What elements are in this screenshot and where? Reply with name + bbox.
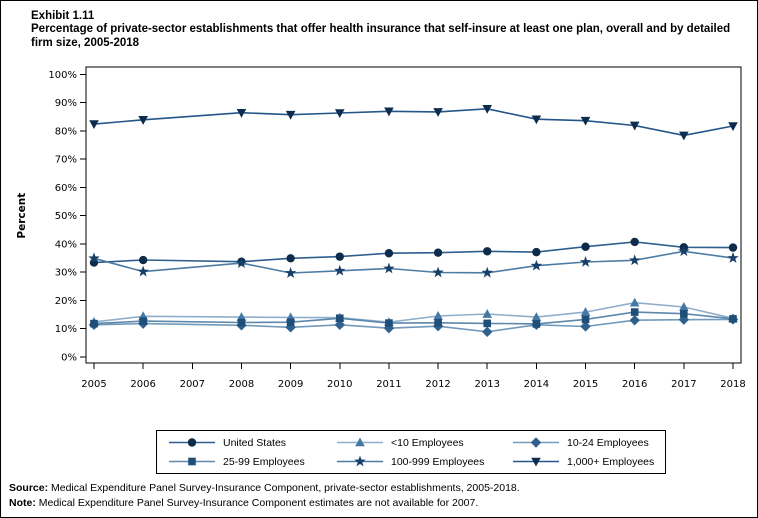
y-tick-label: 100% [48, 69, 77, 81]
data-point [581, 243, 589, 251]
y-tick-label: 70% [54, 154, 77, 166]
data-point [680, 310, 688, 318]
triangle-down-icon [513, 455, 559, 468]
legend-label: 100-999 Employees [391, 455, 485, 468]
y-tick-label: 40% [54, 239, 77, 251]
legend-item-united-states [169, 436, 337, 449]
x-tick-label: 2010 [327, 379, 353, 390]
data-point [533, 320, 541, 328]
footer [9, 481, 520, 511]
x-tick-label: 2008 [228, 379, 255, 390]
data-point [532, 248, 540, 256]
exhibit-number: Exhibit 1.11 [31, 10, 95, 22]
triangle-up-icon [337, 436, 383, 449]
source-note [9, 481, 520, 496]
x-tick-label: 2009 [277, 379, 304, 390]
x-tick-label: 2017 [671, 379, 697, 390]
y-tick-label: 50% [54, 211, 77, 223]
legend-label: 10-24 Employees [567, 436, 649, 449]
data-point [90, 320, 98, 328]
x-tick-label: 2014 [523, 379, 550, 390]
availability-note [9, 496, 520, 511]
data-point [631, 308, 639, 316]
data-point [630, 238, 638, 246]
source-label: Source: [9, 482, 49, 494]
legend-item-10-24-employees [513, 436, 665, 449]
data-point [729, 315, 737, 323]
data-point [336, 252, 344, 260]
x-tick-label: 2006 [130, 379, 156, 390]
circle-icon [169, 436, 215, 449]
y-axis-label: Percent [16, 192, 28, 239]
data-point [238, 319, 246, 327]
legend-label: <10 Employees [391, 436, 464, 449]
data-point [385, 319, 393, 327]
legend-label: 25-99 Employees [223, 455, 305, 468]
legend-item-1-000-employees [513, 455, 665, 468]
data-point [385, 249, 393, 257]
x-tick-label: 2007 [179, 379, 206, 390]
chart-legend [156, 430, 666, 474]
x-tick-label: 2015 [572, 379, 599, 390]
square-icon [169, 455, 215, 468]
data-point [139, 317, 147, 325]
data-point [483, 247, 491, 255]
data-point [582, 316, 590, 324]
legend-item-100-999-employees [337, 455, 513, 468]
x-tick-label: 2013 [474, 379, 500, 390]
note-label: Note: [9, 497, 36, 509]
legend-item-10-employees [337, 436, 513, 449]
y-tick-label: 80% [54, 126, 77, 138]
data-point [336, 314, 344, 322]
x-tick-label: 2005 [81, 379, 107, 390]
note-text: Medical Expenditure Panel Survey-Insurance Component estimates are not available for 2007. [35, 497, 479, 509]
diamond-icon [513, 436, 559, 449]
star-icon [337, 455, 383, 468]
data-point [531, 437, 541, 447]
y-tick-label: 20% [54, 295, 77, 307]
x-tick-label: 2018 [720, 379, 746, 390]
x-tick-label: 2011 [376, 379, 402, 390]
x-tick-label: 2012 [425, 379, 451, 390]
legend-item-25-99-employees [169, 455, 337, 468]
y-tick-label: 90% [54, 98, 77, 110]
y-tick-label: 60% [54, 182, 77, 194]
y-tick-label: 30% [54, 267, 77, 279]
data-point [483, 320, 491, 328]
data-point [287, 318, 295, 326]
y-tick-label: 0% [61, 352, 77, 364]
data-point [354, 456, 365, 467]
data-point [188, 458, 196, 466]
data-point [434, 248, 442, 256]
data-point [188, 438, 196, 446]
data-point [139, 256, 147, 264]
legend-label: 1,000+ Employees [567, 455, 655, 468]
data-point [729, 243, 737, 251]
data-point [286, 254, 294, 262]
y-tick-label: 10% [54, 324, 77, 336]
x-tick-label: 2016 [621, 379, 648, 390]
line-chart [1, 1, 758, 406]
chart-title: Percentage of private-sector establishments that offer health insurance that self-insure at least one plan, overall and by detailed firm size, 2005-2018 [31, 23, 731, 49]
source-text: Medical Expenditure Panel Survey-Insurance Component, private-sector establishments, 2005-2018. [48, 482, 520, 494]
legend-label: United States [223, 436, 287, 449]
data-point [434, 319, 442, 327]
